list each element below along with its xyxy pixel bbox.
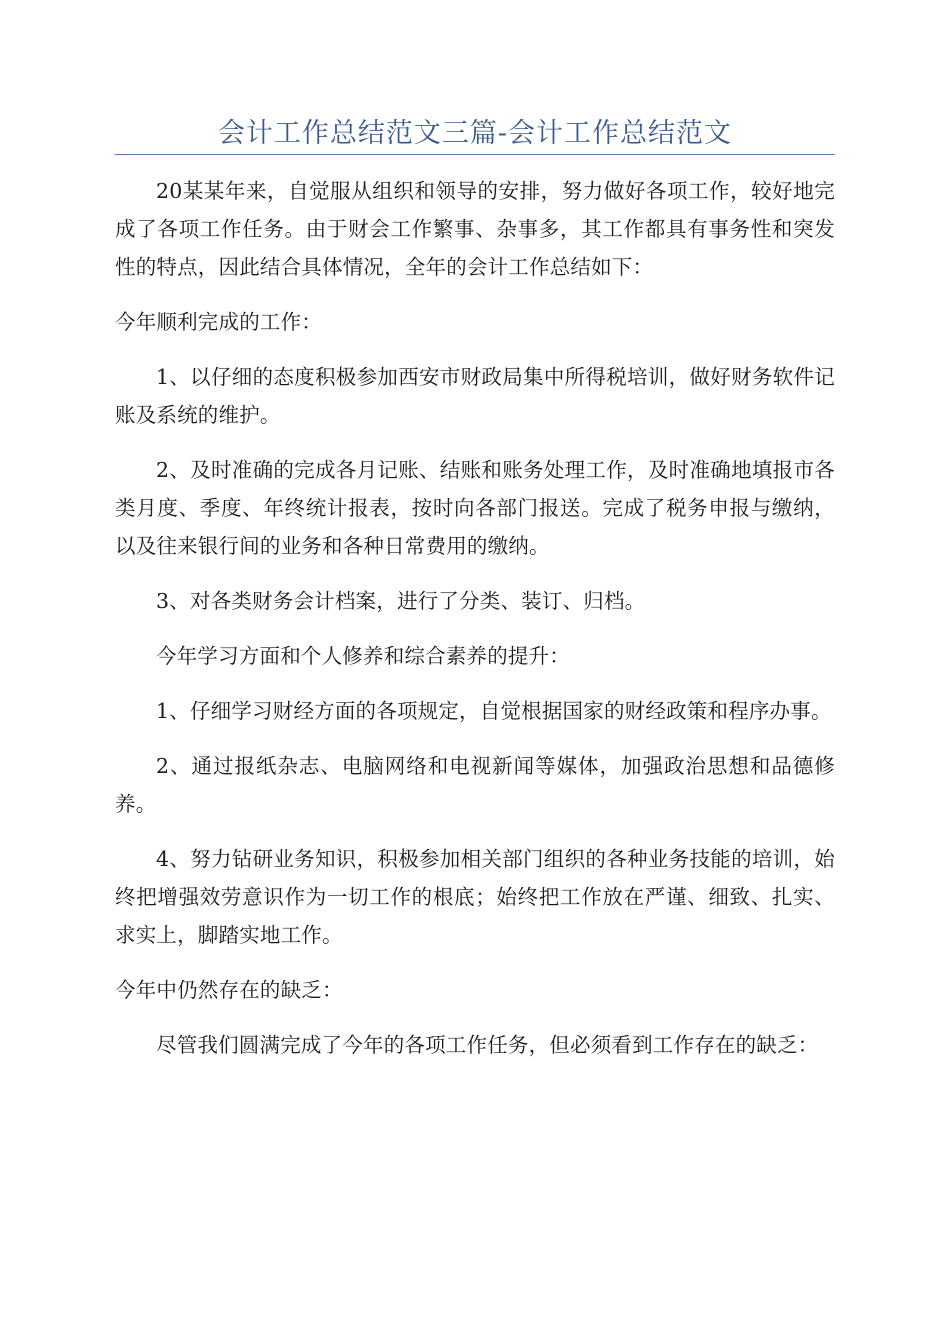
paragraph-intro: 20某某年来，自觉服从组织和领导的安排，努力做好各项工作，较好地完成了各项工作任务。由于财会工作繁事、杂事多，其工作都具有事务性和突发性的特点，因此结合具体情况，全年的会计工作总结如下： <box>115 179 835 279</box>
document-title: 会计工作总结范文三篇-会计工作总结范文 <box>217 118 733 149</box>
paragraph-heading-learning: 今年学习方面和个人修养和综合素养的提升： <box>156 644 570 668</box>
paragraph-item-3: 3、对各类财务会计档案，进行了分类、装订、归档。 <box>156 589 646 613</box>
title-underline <box>115 154 835 155</box>
paragraph-item-2: 2、及时准确的完成各月记账、结账和账务处理工作，及时准确地填报市各类月度、季度、年终统计报表，按时向各部门报送。完成了税务申报与缴纳，以及往来银行间的业务和各种日常费用的缴纳。 <box>115 458 835 558</box>
paragraph-learning-item-2: 2、通过报纸杂志、电脑网络和电视新闻等媒体，加强政治思想和品德修养。 <box>115 754 835 816</box>
paragraph-learning-item-1: 1、仔细学习财经方面的各项规定，自觉根据国家的财经政策和程序办事。 <box>156 699 832 723</box>
document-body <box>115 172 835 1081</box>
paragraph-heading-shortcomings: 今年中仍然存在的缺乏： <box>115 978 343 1002</box>
paragraph-item-1: 1、以仔细的态度积极参加西安市财政局集中所得税培训，做好财务软件记账及系统的维护。 <box>115 365 835 427</box>
paragraph-shortcomings-intro: 尽管我们圆满完成了今年的各项工作任务，但必须看到工作存在的缺乏： <box>156 1033 819 1057</box>
paragraph-heading-completed-work: 今年顺利完成的工作： <box>115 310 322 334</box>
paragraph-learning-item-4: 4、努力钻研业务知识，积极参加相关部门组织的各种业务技能的培训，始终把增强效劳意识作为一切工作的根底；始终把工作放在严谨、细致、扎实、求实上，脚踏实地工作。 <box>115 847 835 947</box>
